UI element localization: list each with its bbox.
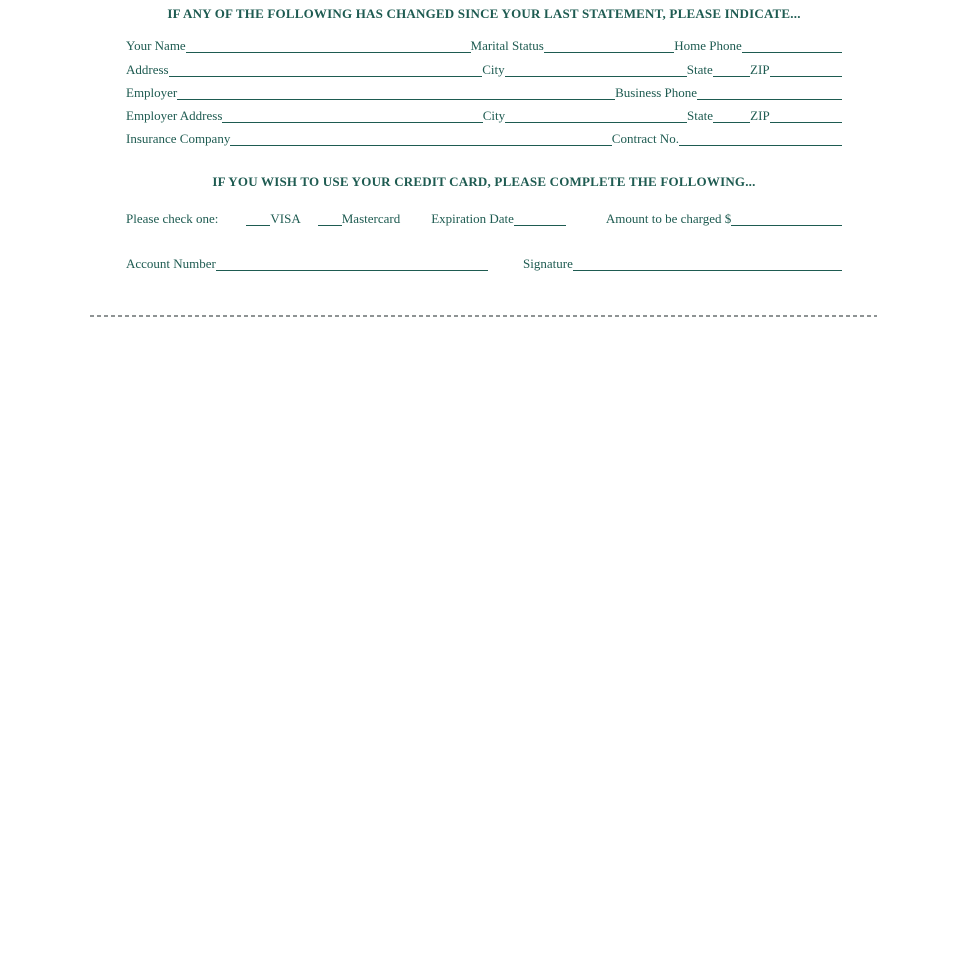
zip-label: ZIP — [750, 61, 770, 77]
business-phone-label: Business Phone — [615, 84, 698, 100]
city-field[interactable] — [505, 62, 687, 77]
form-row-employer-address — [126, 100, 842, 123]
form-row-account-signature — [126, 245, 842, 271]
form-row-credit-card — [126, 200, 842, 226]
form-row-name — [126, 30, 842, 53]
tear-off-dashed-divider — [90, 315, 877, 317]
address-field[interactable] — [169, 62, 483, 77]
employer-city-field[interactable] — [505, 108, 687, 123]
city-label: City — [482, 61, 505, 77]
address-label: Address — [126, 61, 169, 77]
your-name-label: Your Name — [126, 38, 186, 54]
employer-address-label: Employer Address — [126, 108, 223, 123]
employer-state-field[interactable] — [713, 108, 750, 123]
expiration-date-field[interactable] — [514, 211, 566, 226]
state-label: State — [686, 61, 713, 77]
mastercard-checkbox[interactable] — [318, 211, 342, 226]
employer-field[interactable] — [177, 85, 615, 100]
signature-field[interactable] — [573, 256, 842, 271]
marital-status-label: Marital Status — [470, 38, 544, 54]
form-area — [126, 0, 842, 271]
contract-no-field[interactable] — [679, 131, 842, 146]
marital-status-field[interactable] — [544, 38, 674, 53]
employer-state-label: State — [686, 108, 713, 123]
employer-label: Employer — [126, 84, 178, 100]
credit-section-title: IF YOU WISH TO USE YOUR CREDIT CARD, PLEASE COMPLETE THE FOLLOWING... — [212, 174, 756, 190]
employer-zip-label: ZIP — [750, 108, 770, 123]
insurance-company-label: Insurance Company — [126, 131, 231, 147]
contract-no-label: Contract No. — [611, 131, 679, 147]
account-number-label: Account Number — [126, 256, 216, 272]
your-name-field[interactable] — [186, 38, 471, 53]
expiration-date-label: Expiration Date — [431, 211, 514, 227]
visa-label: VISA — [270, 211, 301, 227]
please-check-one-label: Please check one: — [126, 211, 219, 227]
amount-charged-label: Amount to be charged $ — [605, 211, 732, 227]
visa-checkbox[interactable] — [246, 211, 270, 226]
home-phone-label: Home Phone — [674, 38, 742, 54]
mastercard-label: Mastercard — [341, 211, 401, 227]
state-field[interactable] — [713, 62, 750, 77]
form-row-insurance — [126, 123, 842, 146]
zip-field[interactable] — [770, 62, 842, 77]
employer-address-field[interactable] — [222, 108, 482, 123]
form-row-employer — [126, 77, 842, 100]
employer-zip-field[interactable] — [770, 108, 842, 123]
update-section-title: IF ANY OF THE FOLLOWING HAS CHANGED SINCE YOUR LAST STATEMENT, PLEASE INDICATE... — [167, 6, 801, 21]
business-phone-field[interactable] — [697, 85, 842, 100]
account-number-field[interactable] — [216, 256, 488, 271]
insurance-company-field[interactable] — [230, 131, 611, 146]
amount-charged-field[interactable] — [731, 211, 842, 226]
home-phone-field[interactable] — [742, 38, 842, 53]
signature-label: Signature — [523, 256, 573, 272]
update-section-rows — [126, 30, 842, 146]
employer-city-label: City — [482, 108, 506, 123]
form-row-address — [126, 53, 842, 76]
